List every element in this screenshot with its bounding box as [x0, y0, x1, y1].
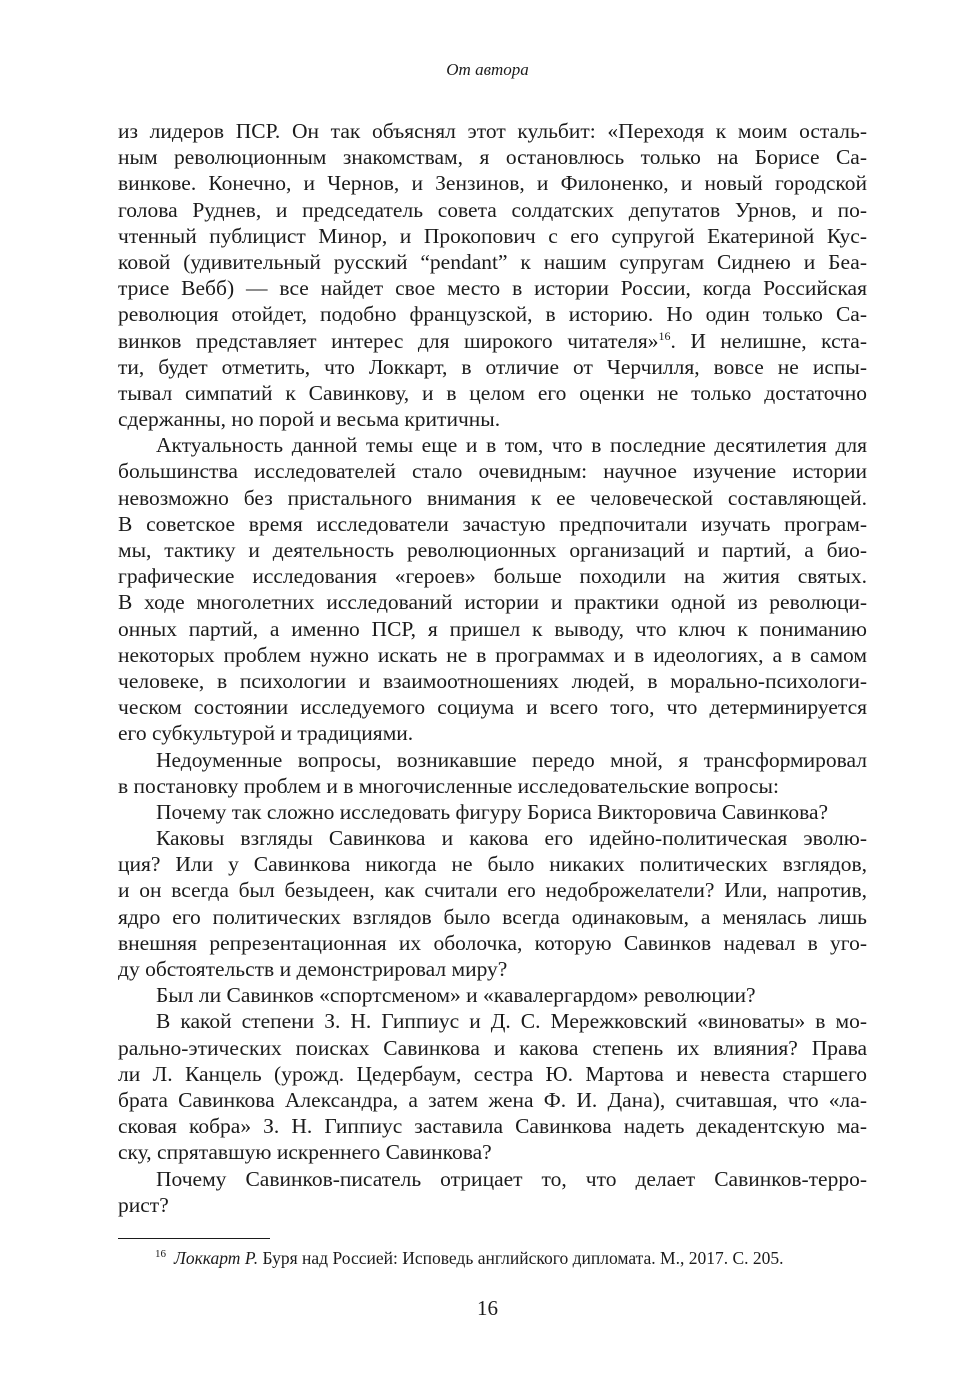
line-text: чтенный публицист Минор, и Прокопович с его супругой Екатериной Кус- — [118, 223, 867, 248]
text-line — [118, 380, 867, 406]
text-line — [118, 747, 867, 773]
line-text: брата Савинкова Александра, а затем жена Ф. И. Дана), считавшая, что «ла- — [118, 1087, 867, 1112]
line-text: Почему так сложно исследовать фигуру Бориса Викторовича Савинкова? — [156, 799, 829, 824]
line-text: большинства исследователей стало очевидным: научное изучение истории — [118, 459, 867, 484]
text-line — [118, 694, 867, 720]
line-text: ду обстоятельств и демонстрировал миру? — [118, 957, 508, 981]
line-text: трисе Вебб) — все найдет свое место в истории России, когда Российская — [118, 276, 867, 301]
line-text: и он всегда был безыдеен, как считали его недоброжелатели? Или, напротив, — [118, 878, 867, 903]
line-text: тывал симпатий к Савинкову, и в целом его оценки не только достаточно — [118, 380, 867, 405]
line-text: винкове. Конечно, и Чернов, и Зензинов, и Филоненко, и новый городской — [118, 171, 867, 196]
line-text: человеке, в психологии и взаимоотношениях людей, в морально-психологи- — [118, 668, 867, 693]
footnote-reference: 16 — [658, 328, 671, 343]
footnote-number: 16 — [155, 1248, 166, 1261]
text-line — [118, 720, 867, 746]
text-line — [118, 1166, 867, 1192]
text-line — [118, 328, 867, 354]
line-text: рально-этических поисках Савинкова и какова степень их влияния? Права — [118, 1035, 867, 1060]
text-line — [118, 170, 867, 196]
footnote-rule — [118, 1238, 270, 1239]
line-text: Недоуменные вопросы, возникавшие передо мной, я трансформировал — [156, 747, 867, 772]
text-line — [118, 982, 867, 1008]
line-text: Каковы взгляды Савинкова и какова его идейно-политическая эволю- — [156, 826, 867, 851]
line-text: В советское время исследователи зачастую предпочитали изучать програм- — [118, 511, 867, 536]
text-line — [118, 668, 867, 694]
line-text: его субкультурой и традициями. — [118, 721, 414, 746]
text-line — [118, 118, 867, 144]
footnote — [155, 1248, 875, 1269]
text-line — [118, 799, 867, 825]
text-line — [118, 851, 867, 877]
line-text: революция отойдет, подобно французской, в историю. Но один только Са- — [118, 302, 867, 327]
line-text: некоторых проблем нужно искать не в программах и в идеологиях, а в самом — [118, 642, 867, 667]
line-text: внешняя репрезентационная их оболочка, которую Савинков надевал в уго- — [118, 930, 867, 955]
text-line — [118, 406, 867, 432]
line-text: графические исследования «героев» больше походили на жития святых. — [118, 564, 867, 589]
text-line — [118, 825, 867, 851]
text-line — [118, 904, 867, 930]
line-text: из лидеров ПСР. Он так объяснял этот кульбит: «Переходя к моим осталь- — [118, 119, 867, 143]
text-line — [118, 485, 867, 511]
text-line — [118, 1035, 867, 1061]
line-text: ти, будет отметить, что Локкарт, в отличие от Черчилля, вовсе не испы- — [118, 354, 867, 379]
text-line — [118, 537, 867, 563]
line-text: ковой (удивительный русский “pendant” к нашим супругам Сиднею и Беа- — [118, 249, 867, 274]
footnote-author: Локкарт Р. — [174, 1248, 259, 1268]
line-text: онных партий, а именно ПСР, я пришел к выводу, что ключ к пониманию — [118, 616, 867, 641]
text-line — [118, 144, 867, 170]
line-text: ным революционным знакомствам, я остановлюсь только на Борисе Са- — [118, 145, 867, 170]
text-line — [118, 197, 867, 223]
line-text: ческом состоянии исследуемого социума и всего того, что детерминируется — [118, 695, 867, 720]
text-line — [118, 354, 867, 380]
footnote-text: Буря над Россией: Исповедь английского дипломата. М., 2017. С. 205. — [258, 1248, 784, 1268]
line-text-continuation: . И нелишне, кста- — [670, 328, 867, 353]
line-text: рист? — [118, 1192, 169, 1217]
text-line — [118, 301, 867, 327]
text-line — [118, 930, 867, 956]
line-text: ли Л. Канцель (урожд. Цедербаум, сестра Ю. Мартова и невеста старшего — [118, 1061, 867, 1086]
text-line — [118, 1113, 867, 1139]
text-line — [118, 1008, 867, 1034]
text-line — [118, 1192, 867, 1218]
line-text: сдержанны, но порой и весьма критичны. — [118, 407, 501, 432]
line-text: невозможно без пристального внимания к ее человеческой составляющей. — [118, 485, 867, 510]
text-line — [118, 563, 867, 589]
text-line — [118, 589, 867, 615]
text-line — [118, 877, 867, 903]
line-text: ядро его политических взглядов было всегда одинаковым, а менялась лишь — [118, 904, 867, 929]
text-line — [118, 773, 867, 799]
line-text: голова Руднев, и председатель совета солдатских депутатов Урнов, и по- — [118, 197, 867, 222]
text-line — [118, 275, 867, 301]
line-text: Был ли Савинков «спортсменом» и «кавалергардом» революции? — [156, 983, 756, 1008]
text-line — [118, 1087, 867, 1113]
page-number: 16 — [477, 1296, 498, 1320]
text-line — [118, 223, 867, 249]
text-line — [118, 432, 867, 458]
body-text — [118, 118, 867, 1218]
line-text: в постановку проблем и в многочисленные исследовательские вопросы: — [118, 773, 779, 798]
text-line — [118, 1139, 867, 1165]
text-line — [118, 511, 867, 537]
text-line — [118, 458, 867, 484]
line-text: В какой степени З. Н. Гиппиус и Д. С. Мережковский «виноваты» в мо- — [156, 1009, 867, 1034]
running-head: От автора — [446, 60, 529, 79]
line-text: Почему Савинков-писатель отрицает то, что делает Савинков-терро- — [156, 1166, 867, 1191]
text-line — [118, 956, 867, 982]
text-line — [118, 642, 867, 668]
line-text: ция? Или у Савинкова никогда не было никаких политических взглядов, — [118, 852, 867, 877]
line-text: Актуальность данной темы еще и в том, что в последние десятилетия для — [156, 433, 867, 458]
line-text: мы, тактику и деятельность революционных организаций и партий, а био- — [118, 538, 867, 562]
line-text: В ходе многолетних исследований истории и практики одной из революци- — [118, 590, 867, 615]
text-line — [118, 616, 867, 642]
text-line — [118, 1061, 867, 1087]
line-text: сковая кобра» З. Н. Гиппиус заставила Савинкова надеть декадентскую ма- — [118, 1114, 867, 1139]
line-text: ску, спрятавшую искреннего Савинкова? — [118, 1140, 492, 1165]
text-line — [118, 249, 867, 275]
line-text: винков представляет интерес для широкого читателя» — [118, 328, 659, 353]
